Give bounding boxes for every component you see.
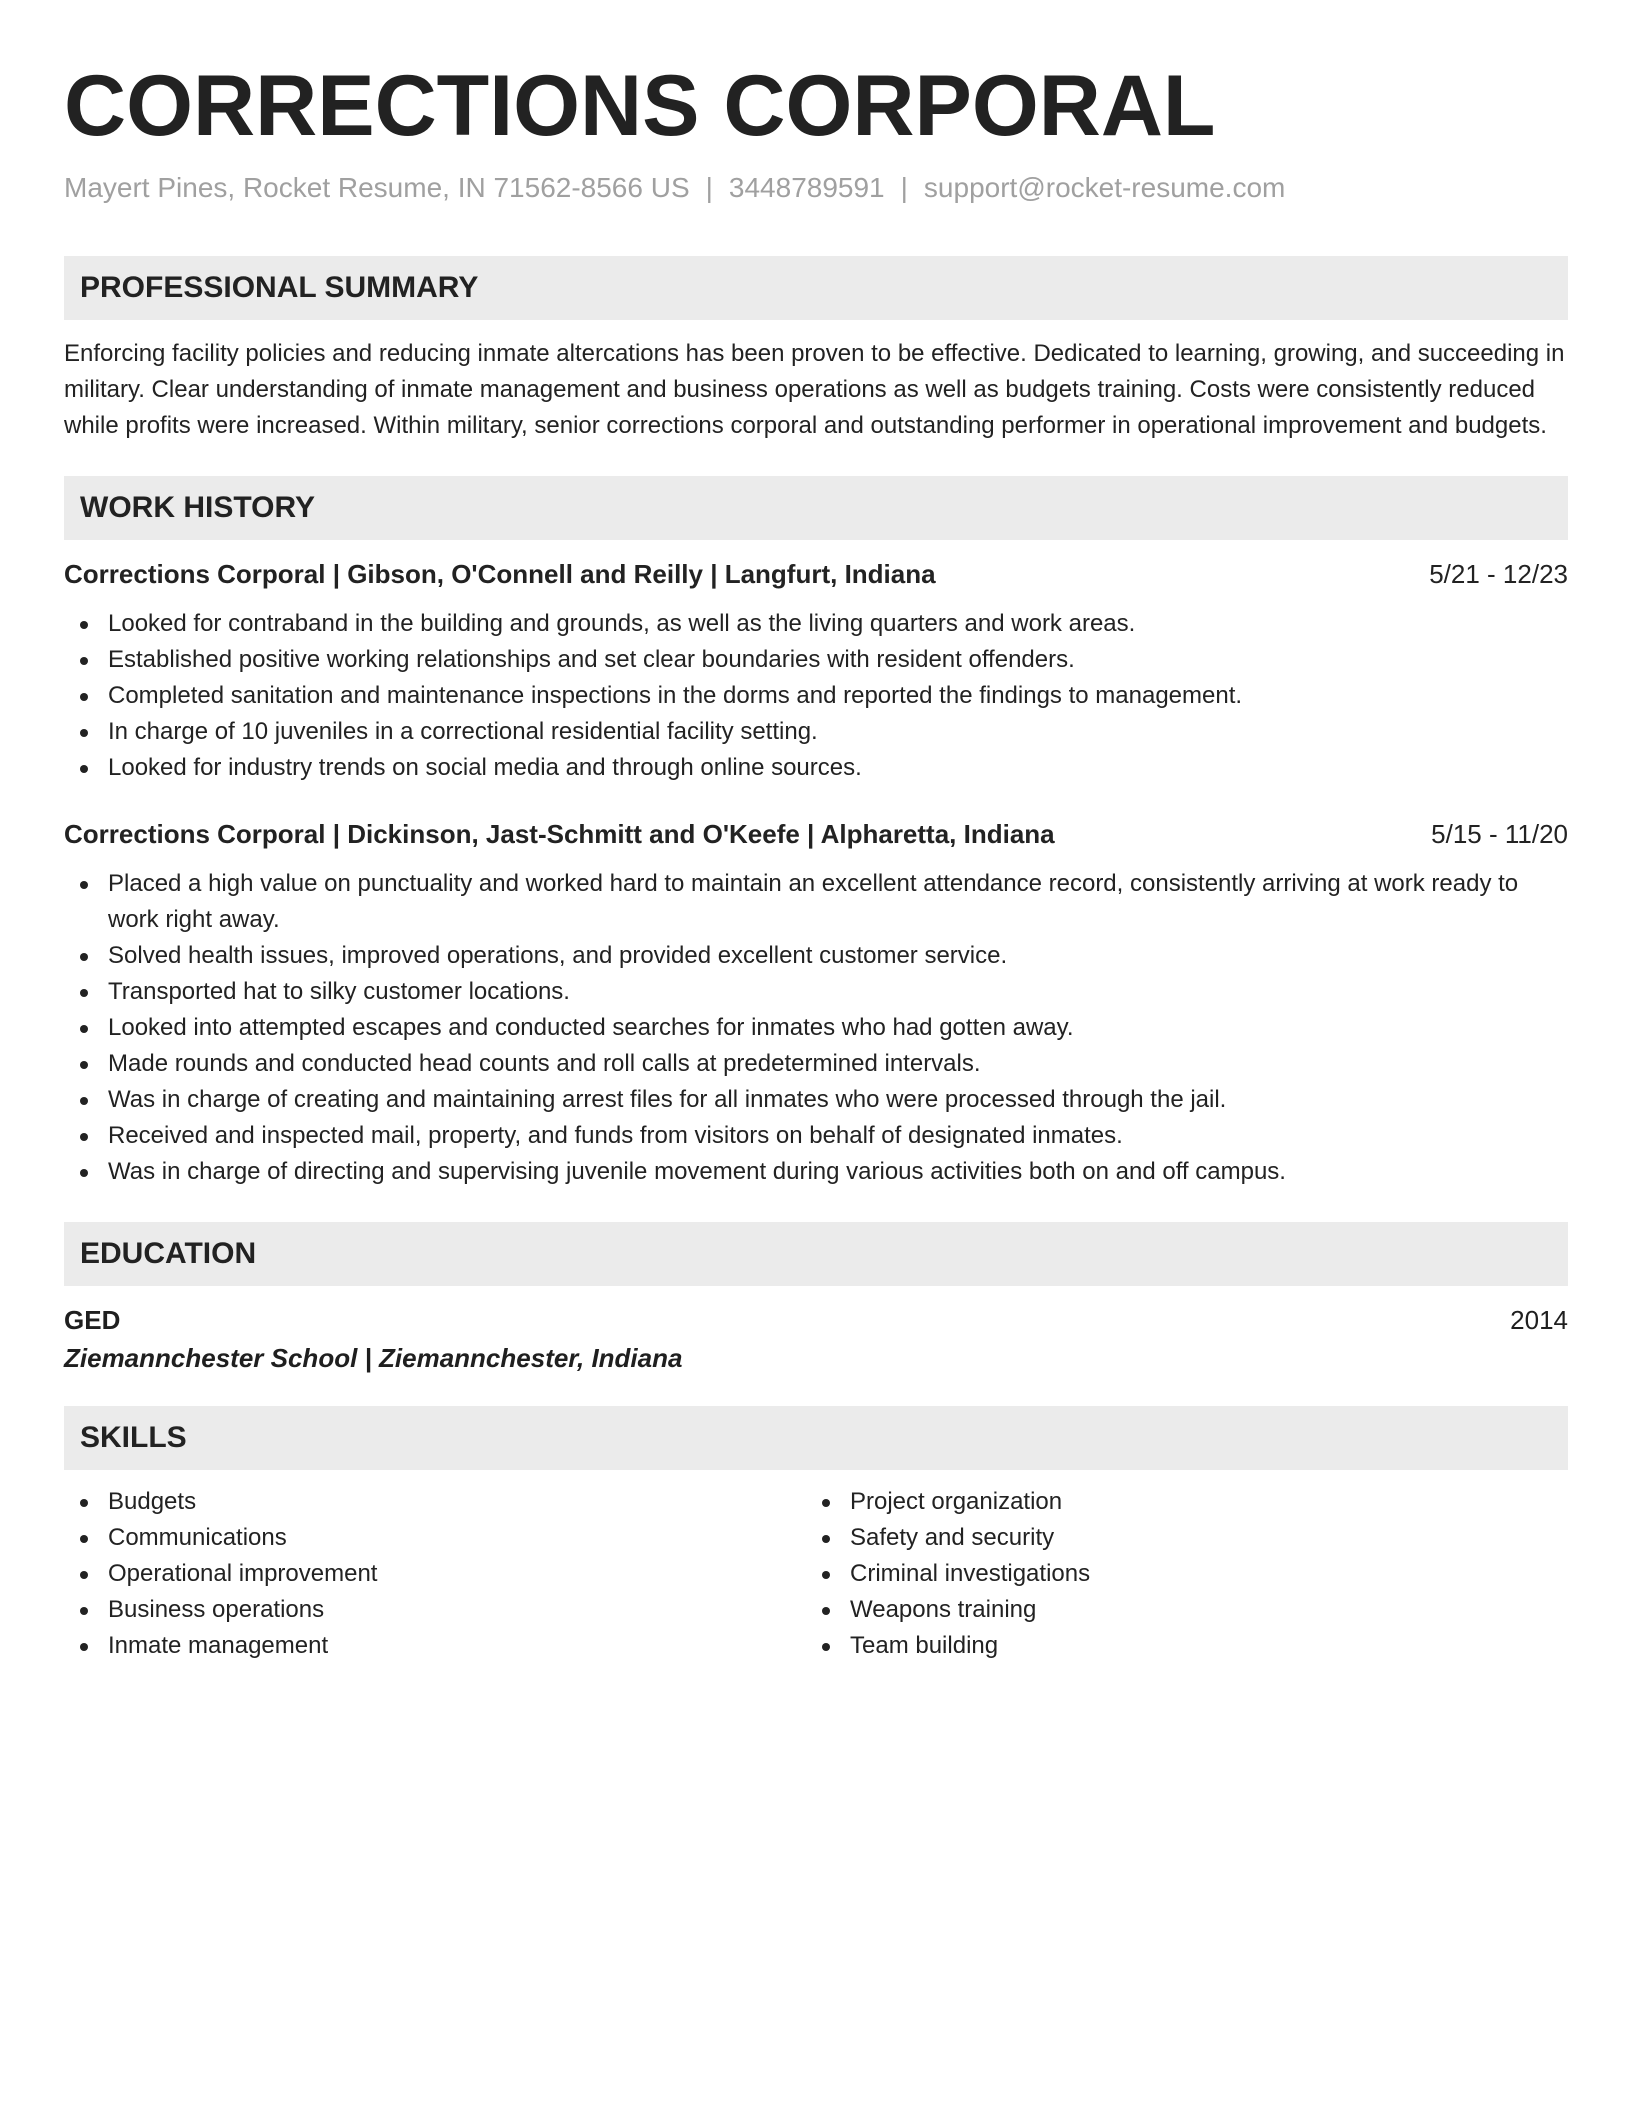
list-item: Transported hat to silky customer locations. bbox=[64, 974, 1568, 1010]
education-header bbox=[64, 1302, 1568, 1338]
skill-item: Criminal investigations bbox=[806, 1556, 1548, 1592]
job-title: Corrections Corporal | Dickinson, Jast-Schmitt and O'Keefe | Alpharetta, Indiana bbox=[64, 819, 1055, 849]
skill-item: Weapons training bbox=[806, 1592, 1548, 1628]
list-item: Was in charge of creating and maintaining arrest files for all inmates who were processed through the jail. bbox=[64, 1082, 1568, 1118]
skills-grid bbox=[64, 1484, 1568, 1664]
skill-item: Business operations bbox=[64, 1592, 806, 1628]
job-bullet-list bbox=[64, 866, 1568, 1190]
list-item: Completed sanitation and maintenance inspections in the dorms and reported the findings to management. bbox=[64, 678, 1568, 714]
list-item: Looked for contraband in the building and grounds, as well as the living quarters and work areas. bbox=[64, 606, 1568, 642]
job-bullet-list bbox=[64, 606, 1568, 786]
list-item: Solved health issues, improved operations, and provided excellent customer service. bbox=[64, 938, 1568, 974]
resume-name: CORRECTIONS CORPORAL bbox=[64, 58, 1216, 154]
job-dates: 5/15 - 11/20 bbox=[1431, 819, 1568, 849]
section-heading-work-history: WORK HISTORY bbox=[64, 476, 1568, 540]
contact-phone: 3448789591 bbox=[728, 172, 885, 203]
skill-item: Communications bbox=[64, 1520, 806, 1556]
job-header bbox=[64, 556, 1568, 592]
list-item: Made rounds and conducted head counts and roll calls at predetermined intervals. bbox=[64, 1046, 1568, 1082]
contact-email: support@rocket-resume.com bbox=[923, 172, 1286, 203]
skills-list-right bbox=[806, 1484, 1548, 1664]
skills-list-left bbox=[64, 1484, 806, 1664]
education-year: 2014 bbox=[1510, 1305, 1568, 1335]
list-item: Looked into attempted escapes and conducted searches for inmates who had gotten away. bbox=[64, 1010, 1568, 1046]
section-heading-skills: SKILLS bbox=[64, 1406, 1568, 1470]
list-item: Was in charge of directing and supervising juvenile movement during various activities both on and off campus. bbox=[64, 1154, 1568, 1190]
education-degree: GED bbox=[64, 1305, 121, 1335]
skill-item: Safety and security bbox=[806, 1520, 1548, 1556]
section-heading-summary: PROFESSIONAL SUMMARY bbox=[64, 256, 1568, 320]
list-item: Looked for industry trends on social media and through online sources. bbox=[64, 750, 1568, 786]
skill-item: Inmate management bbox=[64, 1628, 806, 1664]
list-item: Placed a high value on punctuality and worked hard to maintain an excellent attendance record, consistently arriving at work ready to work right away. bbox=[64, 866, 1568, 938]
skill-item: Project organization bbox=[806, 1484, 1548, 1520]
contact-address: Mayert Pines, Rocket Resume, IN 71562-8566 US bbox=[64, 172, 690, 203]
resume-content bbox=[64, 56, 1568, 1664]
section-heading-education: EDUCATION bbox=[64, 1222, 1568, 1286]
list-item: In charge of 10 juveniles in a correctional residential facility setting. bbox=[64, 714, 1568, 750]
contact-separator: | bbox=[900, 172, 908, 203]
skill-item: Budgets bbox=[64, 1484, 806, 1520]
education-school: Ziemannchester School | Ziemannchester, Indiana bbox=[64, 1343, 683, 1373]
contact-line bbox=[64, 170, 1568, 206]
job-title: Corrections Corporal | Gibson, O'Connell and Reilly | Langfurt, Indiana bbox=[64, 559, 936, 589]
skill-item: Team building bbox=[806, 1628, 1548, 1664]
job-dates: 5/21 - 12/23 bbox=[1429, 559, 1568, 589]
skill-item: Operational improvement bbox=[64, 1556, 806, 1592]
list-item: Received and inspected mail, property, and funds from visitors on behalf of designated inmates. bbox=[64, 1118, 1568, 1154]
summary-text: Enforcing facility policies and reducing inmate altercations has been proven to be effective. Dedicated to learning, growing, and succeeding in military. Clear understanding of inmate management and business operations as well as budgets training. Costs were consistently reduced while profits were increased. Within military, senior corrections corporal and outstanding performer in operational improvement and budgets. bbox=[64, 340, 1565, 439]
job-header bbox=[64, 816, 1568, 852]
list-item: Established positive working relationships and set clear boundaries with resident offenders. bbox=[64, 642, 1568, 678]
contact-separator: | bbox=[705, 172, 713, 203]
